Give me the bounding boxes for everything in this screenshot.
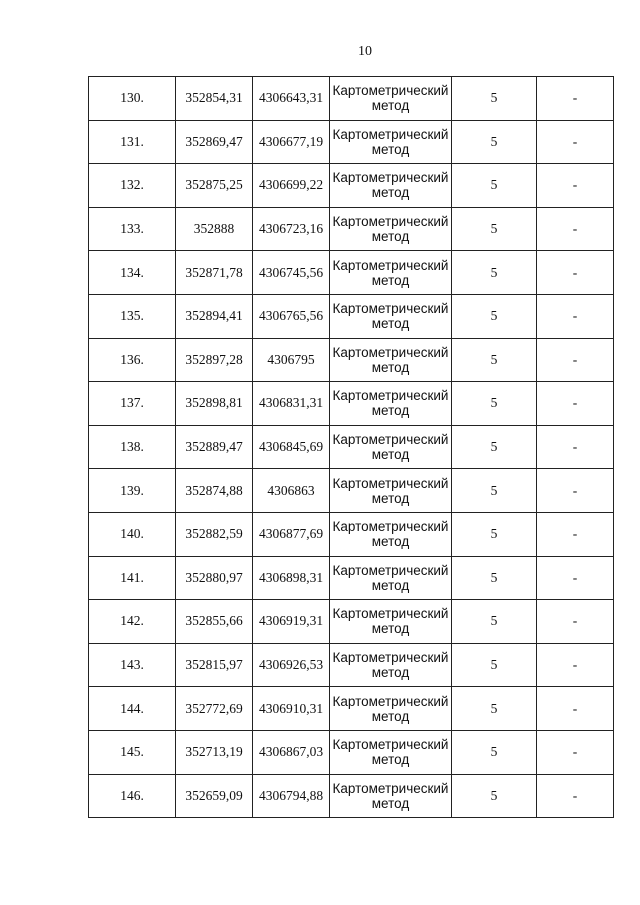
y-coordinate-cell: 4306831,31 [253, 382, 330, 426]
method-line-2: метод [371, 272, 410, 288]
accuracy-cell: 5 [452, 207, 537, 251]
method-line-1: Картометрический [332, 344, 449, 360]
x-coordinate-cell: 352815,97 [176, 643, 253, 687]
point-number-cell: 132. [89, 164, 176, 208]
description-cell: - [537, 164, 614, 208]
y-coordinate-cell: 4306795 [253, 338, 330, 382]
method-line-2: метод [371, 795, 410, 811]
accuracy-cell: 5 [452, 512, 537, 556]
point-number-cell: 135. [89, 294, 176, 338]
x-coordinate-cell: 352874,88 [176, 469, 253, 513]
description-cell: - [537, 512, 614, 556]
x-coordinate-cell: 352871,78 [176, 251, 253, 295]
table-row [89, 120, 614, 164]
accuracy-cell: 5 [452, 469, 537, 513]
point-number-cell: 134. [89, 251, 176, 295]
x-coordinate-cell: 352875,25 [176, 164, 253, 208]
x-coordinate-cell: 352854,31 [176, 77, 253, 121]
point-number-cell: 136. [89, 338, 176, 382]
point-number-cell: 130. [89, 77, 176, 121]
point-number-cell: 143. [89, 643, 176, 687]
y-coordinate-cell: 4306863 [253, 469, 330, 513]
method-cell [330, 469, 452, 513]
y-coordinate-cell: 4306877,69 [253, 512, 330, 556]
method-line-1: Картометрический [332, 214, 449, 230]
method-cell [330, 77, 452, 121]
point-number-cell: 139. [89, 469, 176, 513]
point-number-cell: 145. [89, 730, 176, 774]
method-line-1: Картометрический [332, 388, 449, 404]
table-row [89, 469, 614, 513]
method-cell [330, 207, 452, 251]
point-number-cell: 144. [89, 687, 176, 731]
y-coordinate-cell: 4306898,31 [253, 556, 330, 600]
description-cell: - [537, 556, 614, 600]
method-line-2: метод [371, 621, 410, 637]
description-cell: - [537, 425, 614, 469]
method-cell [330, 251, 452, 295]
table-row [89, 730, 614, 774]
description-cell: - [537, 774, 614, 818]
method-line-1: Картометрический [332, 606, 449, 622]
point-number-cell: 133. [89, 207, 176, 251]
x-coordinate-cell: 352772,69 [176, 687, 253, 731]
description-cell: - [537, 687, 614, 731]
y-coordinate-cell: 4306745,56 [253, 251, 330, 295]
table-row [89, 556, 614, 600]
x-coordinate-cell: 352659,09 [176, 774, 253, 818]
x-coordinate-cell: 352897,28 [176, 338, 253, 382]
accuracy-cell: 5 [452, 774, 537, 818]
y-coordinate-cell: 4306919,31 [253, 600, 330, 644]
point-number-cell: 146. [89, 774, 176, 818]
accuracy-cell: 5 [452, 164, 537, 208]
description-cell: - [537, 207, 614, 251]
method-line-2: метод [371, 490, 410, 506]
table-row [89, 512, 614, 556]
y-coordinate-cell: 4306845,69 [253, 425, 330, 469]
description-cell: - [537, 120, 614, 164]
table-row [89, 77, 614, 121]
y-coordinate-cell: 4306699,22 [253, 164, 330, 208]
description-cell: - [537, 294, 614, 338]
method-line-1: Картометрический [332, 432, 449, 448]
method-line-2: метод [371, 752, 410, 768]
accuracy-cell: 5 [452, 556, 537, 600]
method-cell [330, 425, 452, 469]
accuracy-cell: 5 [452, 294, 537, 338]
point-number-cell: 138. [89, 425, 176, 469]
y-coordinate-cell: 4306867,03 [253, 730, 330, 774]
method-cell [330, 120, 452, 164]
x-coordinate-cell: 352882,59 [176, 512, 253, 556]
accuracy-cell: 5 [452, 338, 537, 382]
method-line-1: Картометрический [332, 257, 449, 273]
description-cell: - [537, 77, 614, 121]
method-line-1: Картометрический [332, 475, 449, 491]
table-row [89, 774, 614, 818]
method-cell [330, 774, 452, 818]
x-coordinate-cell: 352898,81 [176, 382, 253, 426]
accuracy-cell: 5 [452, 600, 537, 644]
accuracy-cell: 5 [452, 120, 537, 164]
accuracy-cell: 5 [452, 77, 537, 121]
method-line-2: метод [371, 316, 410, 332]
method-cell [330, 338, 452, 382]
table-row [89, 164, 614, 208]
method-line-2: метод [371, 403, 410, 419]
accuracy-cell: 5 [452, 425, 537, 469]
method-cell [330, 512, 452, 556]
accuracy-cell: 5 [452, 382, 537, 426]
method-line-2: метод [371, 577, 410, 593]
table-row [89, 425, 614, 469]
y-coordinate-cell: 4306643,31 [253, 77, 330, 121]
method-line-1: Картометрический [332, 562, 449, 578]
method-line-2: метод [371, 229, 410, 245]
method-line-1: Картометрический [332, 519, 449, 535]
point-number-cell: 141. [89, 556, 176, 600]
description-cell: - [537, 600, 614, 644]
method-line-2: метод [371, 708, 410, 724]
table-row [89, 294, 614, 338]
x-coordinate-cell: 352869,47 [176, 120, 253, 164]
method-cell [330, 382, 452, 426]
method-cell [330, 643, 452, 687]
method-line-2: метод [371, 447, 410, 463]
table-row [89, 338, 614, 382]
method-line-2: метод [371, 534, 410, 550]
method-line-1: Картометрический [332, 170, 449, 186]
table-row [89, 382, 614, 426]
accuracy-cell: 5 [452, 730, 537, 774]
point-number-cell: 137. [89, 382, 176, 426]
description-cell: - [537, 469, 614, 513]
description-cell: - [537, 251, 614, 295]
method-line-1: Картометрический [332, 301, 449, 317]
y-coordinate-cell: 4306794,88 [253, 774, 330, 818]
point-number-cell: 131. [89, 120, 176, 164]
x-coordinate-cell: 352855,66 [176, 600, 253, 644]
y-coordinate-cell: 4306765,56 [253, 294, 330, 338]
method-cell [330, 600, 452, 644]
method-line-1: Картометрический [332, 83, 449, 99]
y-coordinate-cell: 4306723,16 [253, 207, 330, 251]
point-number-cell: 142. [89, 600, 176, 644]
accuracy-cell: 5 [452, 687, 537, 731]
table-row [89, 207, 614, 251]
method-line-2: метод [371, 359, 410, 375]
y-coordinate-cell: 4306926,53 [253, 643, 330, 687]
page-number: 10 [358, 44, 372, 59]
description-cell: - [537, 643, 614, 687]
method-line-1: Картометрический [332, 126, 449, 142]
method-line-2: метод [371, 141, 410, 157]
x-coordinate-cell: 352889,47 [176, 425, 253, 469]
table-row [89, 643, 614, 687]
method-line-1: Картометрический [332, 780, 449, 796]
method-cell [330, 556, 452, 600]
y-coordinate-cell: 4306910,31 [253, 687, 330, 731]
x-coordinate-cell: 352894,41 [176, 294, 253, 338]
table-row [89, 687, 614, 731]
x-coordinate-cell: 352713,19 [176, 730, 253, 774]
description-cell: - [537, 338, 614, 382]
method-line-2: метод [371, 665, 410, 681]
coordinates-table [88, 76, 614, 818]
method-cell [330, 730, 452, 774]
method-line-1: Картометрический [332, 737, 449, 753]
description-cell: - [537, 382, 614, 426]
accuracy-cell: 5 [452, 643, 537, 687]
method-line-2: метод [371, 185, 410, 201]
description-cell: - [537, 730, 614, 774]
method-cell [330, 294, 452, 338]
method-line-2: метод [371, 98, 410, 114]
y-coordinate-cell: 4306677,19 [253, 120, 330, 164]
point-number-cell: 140. [89, 512, 176, 556]
method-line-1: Картометрический [332, 693, 449, 709]
x-coordinate-cell: 352880,97 [176, 556, 253, 600]
table-row [89, 600, 614, 644]
accuracy-cell: 5 [452, 251, 537, 295]
method-cell [330, 687, 452, 731]
method-line-1: Картометрический [332, 650, 449, 666]
method-cell [330, 164, 452, 208]
x-coordinate-cell: 352888 [176, 207, 253, 251]
table-row [89, 251, 614, 295]
coordinates-table-body [89, 77, 614, 818]
